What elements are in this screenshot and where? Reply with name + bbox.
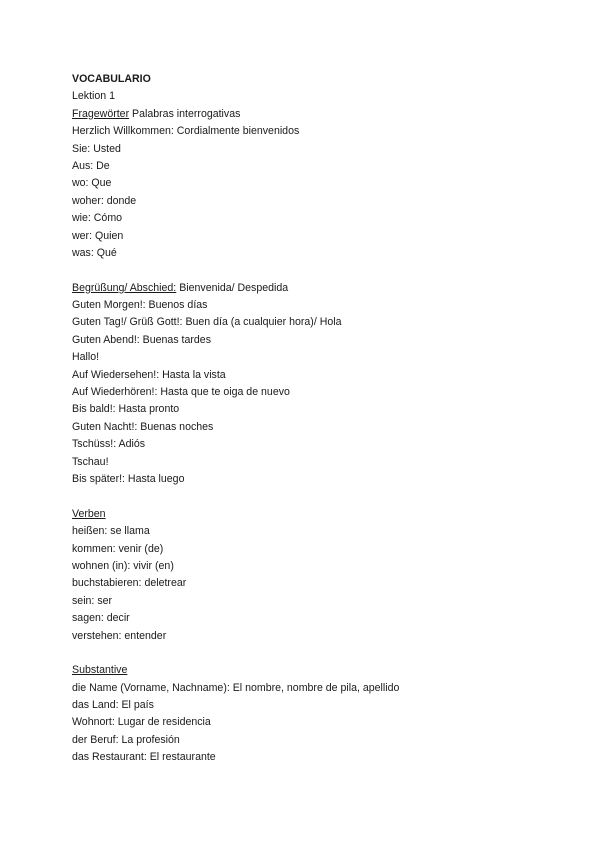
section-spacer [72, 645, 552, 662]
vocab-line: Aus: De [72, 159, 110, 172]
vocab-line: Tschüss!: Adiós [72, 438, 146, 451]
vocab-line: Guten Nacht!: Buenas noches [72, 420, 214, 433]
vocab-line: wohnen (in): vivir (en) [72, 559, 174, 572]
vocab-line: der Beruf: La profesión [72, 733, 180, 746]
vocab-line: wie: Cómo [72, 212, 123, 225]
section-heading-translation: Bienvenida/ Despedida [176, 281, 289, 294]
vocab-line: Bis später!: Hasta luego [72, 472, 185, 485]
vocab-line: Sie: Usted [72, 142, 121, 155]
vocab-line: Auf Wiedersehen!: Hasta la vista [72, 368, 226, 381]
vocab-line: das Land: El país [72, 699, 154, 712]
vocab-line: Tschau! [72, 455, 109, 468]
vocab-line: wo: Que [72, 177, 112, 190]
document-subtitle: Lektion 1 [72, 90, 115, 103]
vocab-line: Guten Tag!/ Grüß Gott!: Buen día (a cualquier hora)/ Hola [72, 316, 342, 329]
section-heading-substantive [72, 662, 552, 679]
vocab-line: kommen: venir (de) [72, 542, 164, 555]
vocab-line: woher: donde [72, 194, 137, 207]
section-spacer [72, 262, 552, 279]
vocab-line: sagen: decir [72, 612, 130, 625]
vocab-line: das Restaurant: El restaurante [72, 751, 216, 764]
vocab-line: Guten Abend!: Buenas tardes [72, 333, 211, 346]
section-heading-fragewoerter [72, 106, 552, 123]
vocab-line: Auf Wiederhören!: Hasta que te oiga de nuevo [72, 386, 290, 399]
section-heading-translation: Palabras interrogativas [129, 107, 241, 120]
vocab-line: heißen: se llama [72, 525, 150, 538]
vocab-line: Guten Morgen!: Buenos días [72, 299, 208, 312]
vocab-line: Bis bald!: Hasta pronto [72, 403, 180, 416]
vocab-line: Hallo! [72, 351, 100, 364]
vocab-line: wer: Quien [72, 229, 124, 242]
vocab-line: sein: ser [72, 594, 113, 607]
section-heading-underlined: Verben [72, 507, 106, 520]
document-content [72, 71, 552, 767]
section-heading-underlined: Fragewörter [72, 107, 130, 120]
section-spacer [72, 488, 552, 505]
vocab-line: Herzlich Willkommen: Cordialmente bienvenidos [72, 125, 300, 138]
vocab-line: verstehen: entender [72, 629, 167, 642]
section-heading-verben [72, 506, 552, 523]
section-heading-begruessung [72, 280, 552, 297]
vocab-line: was: Qué [72, 246, 117, 259]
vocab-line: buchstabieren: deletrear [72, 577, 187, 590]
vocab-line: die Name (Vorname, Nachname): El nombre, nombre de pila, apellido [72, 681, 400, 694]
section-heading-underlined: Begrüßung/ Abschied: [72, 281, 177, 294]
section-heading-underlined: Substantive [72, 664, 128, 677]
document-title: VOCABULARIO [72, 73, 151, 85]
vocab-line: Wohnort: Lugar de residencia [72, 716, 211, 729]
